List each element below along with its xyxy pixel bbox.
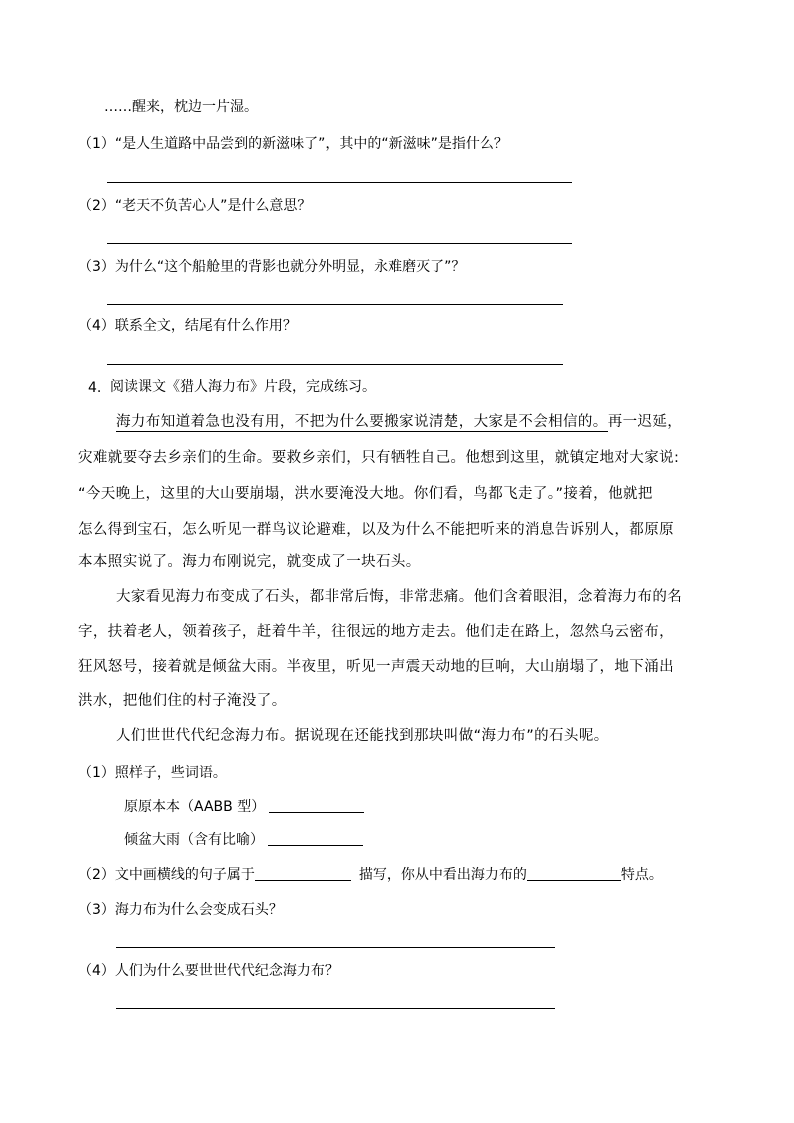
question-text: 照样子，些词语。 (114, 765, 227, 781)
question-3 (78, 257, 465, 277)
question-number: （1） (78, 765, 115, 781)
question-number: （3） (78, 259, 115, 275)
question-text: “老天不负苦心人”是什么意思？ (114, 198, 312, 214)
section-instruction: 阅读课文《猎人海力布》片段，完成练习。 (110, 379, 376, 395)
question-text: 特点。 (620, 867, 663, 883)
sub-question-2 (78, 865, 663, 885)
section-number: 4. (88, 380, 102, 396)
passage-line: 灾难就要夺去乡亲们的生命。要救乡亲们，只有牺牲自己。他想到这里，就镇定地对大家说: (78, 450, 680, 466)
passage-line: 怎么得到宝石，怎么听见一群鸟议论避难，以及为什么不能把听来的消息告诉别人，都原原 (78, 522, 674, 538)
question-1 (78, 134, 508, 154)
fill-blank[interactable] (268, 845, 363, 846)
passage-line: 洪水，把他们住的村子淹没了。 (78, 693, 287, 709)
fill-blank[interactable] (269, 812, 364, 813)
passage-text: 再一迟延， (607, 414, 683, 430)
question-2 (78, 196, 311, 216)
passage-p1-first-line (116, 412, 682, 432)
answer-line-1[interactable] (107, 182, 572, 183)
passage-ending-line: ……醒来，枕边一片湿。 (104, 99, 258, 115)
question-number: （2） (78, 867, 115, 883)
question-4 (78, 316, 297, 336)
question-text: “是人生道路中品尝到的新滋味了”，其中的“新滋味”是指什么？ (114, 136, 508, 152)
fill-blank[interactable] (527, 880, 621, 881)
question-number: （2） (78, 198, 115, 214)
fill-blank[interactable] (255, 880, 351, 881)
question-text: 描写，你从中看出海力布的 (358, 867, 527, 883)
passage-line: “今天晚上，这里的大山要崩塌，洪水要淹没大地。你们看，鸟都飞走了。”接着，他就把 (78, 486, 653, 502)
word-item-2 (124, 830, 363, 850)
passage-line: 人们世世代代纪念海力布。据说现在还能找到那块叫做“海力布”的石头呢。 (116, 728, 609, 744)
sub-question-1 (78, 763, 227, 783)
answer-line-6[interactable] (116, 1008, 555, 1009)
passage-line: 狂风怒号，接着就是倾盆大雨。半夜里，听见一声震天动地的巨响，大山崩塌了，地下涌出 (78, 659, 674, 675)
question-number: （3） (78, 902, 115, 918)
question-text: 联系全文，结尾有什么作用？ (114, 318, 297, 334)
sub-question-3 (78, 900, 283, 920)
question-number: （4） (78, 318, 115, 334)
question-text: 海力布为什么会变成石头？ (114, 902, 283, 918)
question-text: 为什么“这个船舱里的背影也就分外明显，永难磨灭了”？ (114, 259, 466, 275)
question-text: 人们为什么要世世代代纪念海力布？ (114, 963, 339, 979)
sub-question-4 (78, 961, 339, 981)
answer-line-2[interactable] (107, 243, 572, 244)
answer-line-4[interactable] (107, 364, 563, 365)
passage-line: 大家看见海力布变成了石头，都非常后悔，非常悲痛。他们含着眼泪，念着海力布的名 (116, 589, 683, 605)
word-item-1 (124, 797, 364, 817)
question-number: （4） (78, 963, 115, 979)
word-prompt: 倾盆大雨（含有比喻） (124, 832, 264, 848)
underlined-sentence: 海力布知道着急也没有用，不把为什么要搬家说清楚，大家是不会相信的。 (116, 414, 608, 430)
passage-line: 本本照实说了。海力布刚说完，就变成了一块石头。 (78, 554, 421, 570)
question-text: 文中画横线的句子属于 (114, 867, 255, 883)
question-number: （1） (78, 136, 115, 152)
passage-line: 字，扶着老人，领着孩子，赶着牛羊，往很远的地方走去。他们走在路上，忽然乌云密布， (78, 624, 674, 640)
answer-line-5[interactable] (116, 947, 555, 948)
answer-line-3[interactable] (107, 304, 563, 305)
word-prompt: 原原本本（AABB 型） (124, 799, 266, 815)
